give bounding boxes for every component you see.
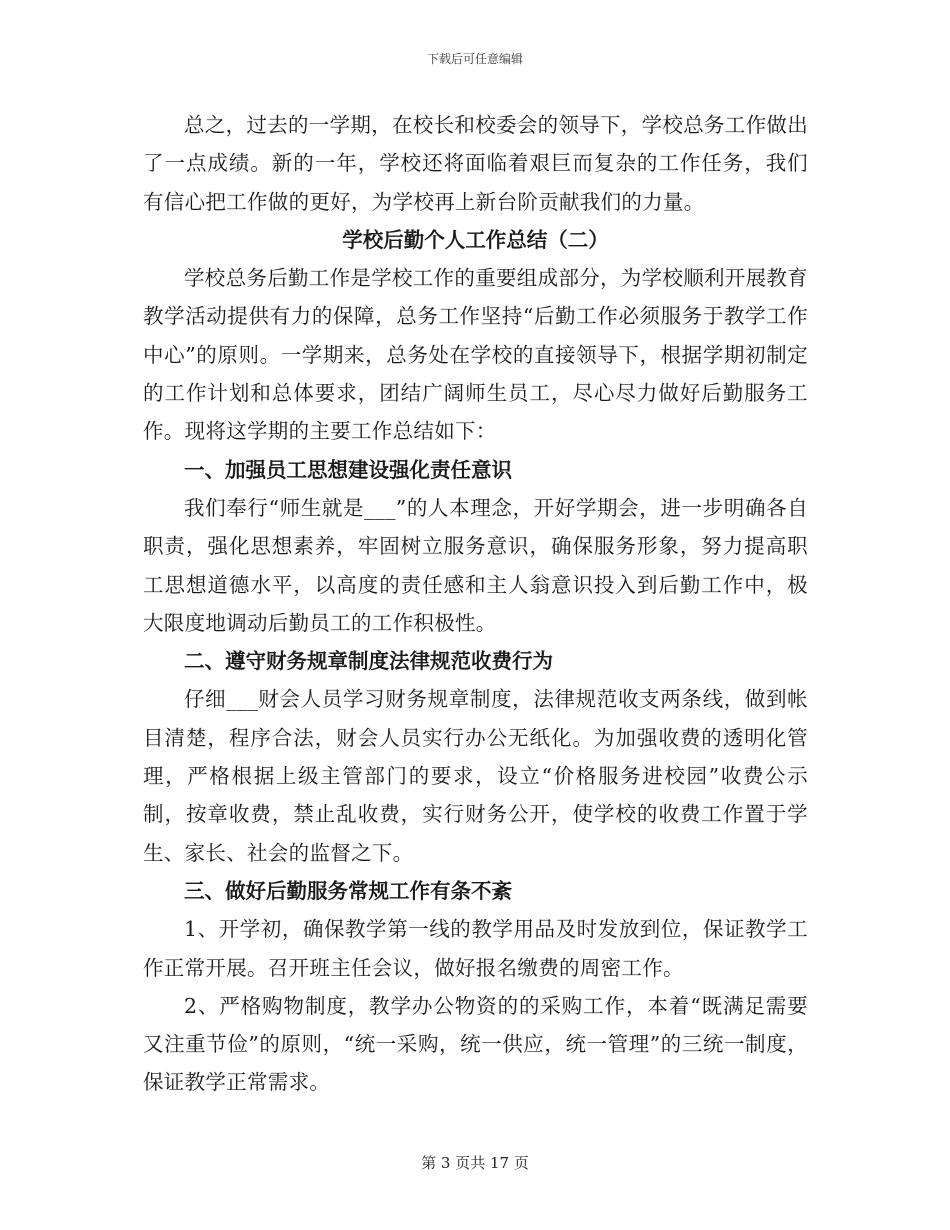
- paragraph-conclusion: 总之，过去的一学期，在校长和校委会的领导下，学校总务工作做出了一点成绩。新的一年，学校还将面临着艰巨而复杂的工作任务，我们有信心把工作做的更好，为学校再上新台阶贡献我们的力量。: [143, 113, 808, 214]
- section-title: 学校后勤个人工作总结（二）: [342, 227, 609, 252]
- paragraph-finance: 仔细___财会人员学习财务规章制度，法律规范收支两条线，做到帐目清楚，程序合法，财会人员实行办公无纸化。为加强收费的透明化管理，严格根据上级主管部门的要求，设立“价格服务进校园”收费公示制，按章收费，禁止乱收费，实行财务公开，使学校的收费工作置于学生、家长、社会的监督之下。: [143, 687, 808, 865]
- heading-2: 二、遵守财务规章制度法律规范收费行为: [184, 649, 553, 674]
- paragraph-intro: 学校总务后勤工作是学校工作的重要组成部分，为学校顺利开展教育教学活动提供有力的保障，总务工作坚持“后勤工作必须服务于教学工作中心”的原则。一学期来，总务处在学校的直接领导下，根据学期初制定的工作计划和总体要求，团结广阔师生员工，尽心尽力做好后勤服务工作。现将这学期的主要工作总结如下：: [143, 266, 808, 444]
- page-header: 下载后可任意编辑: [426, 52, 523, 66]
- heading-3: 三、做好后勤服务常规工作有条不紊: [184, 878, 512, 903]
- paragraph-item-1: 1、开学初，确保教学第一线的教学用品及时发放到位，保证教学工作正常开展。召开班主任会议，做好报名缴费的周密工作。: [143, 917, 808, 980]
- paragraph-staff-ideology: 我们奉行“师生就是___”的人本理念，开好学期会，进一步明确各自职责，强化思想素养，牢固树立服务意识，确保服务形象，努力提高职工思想道德水平，以高度的责任感和主人翁意识投入到后勤工作中，极大限度地调动后勤员工的工作积极性。: [143, 495, 808, 635]
- document-body: [143, 106, 808, 1102]
- paragraph-item-2: 2、严格购物制度，教学办公物资的的采购工作，本着“既满足需要又注重节俭”的原则，“统一采购，统一供应，统一管理”的三统一制度，保证教学正常需求。: [143, 993, 808, 1095]
- heading-1: 一、加强员工思想建设强化责任意识: [184, 457, 512, 482]
- page-footer: 第 3 页共 17 页: [421, 1154, 529, 1172]
